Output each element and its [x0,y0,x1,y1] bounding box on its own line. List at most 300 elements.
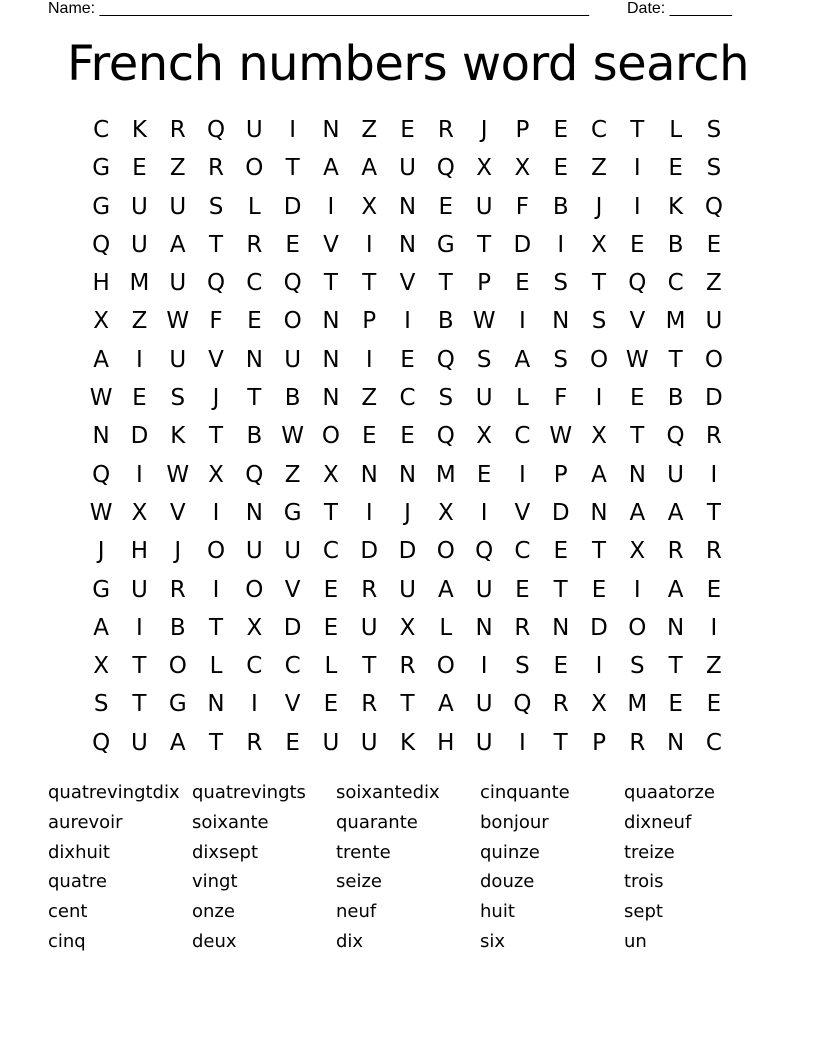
grid-cell[interactable]: H [130,538,149,565]
grid-cell[interactable]: K [170,423,186,450]
grid-cell[interactable]: O [283,308,302,335]
grid-cell[interactable]: N [322,346,340,373]
grid-cell[interactable]: T [553,729,568,756]
grid-cell[interactable]: U [399,155,416,182]
grid-cell[interactable]: R [552,691,569,718]
grid-cell[interactable]: W [549,423,573,450]
grid-cell[interactable]: U [284,538,302,565]
grid-cell[interactable]: M [129,270,150,297]
grid-cell[interactable]: B [246,423,263,450]
grid-cell[interactable]: U [284,346,302,373]
grid-cell[interactable]: E [591,576,607,603]
grid-cell[interactable]: I [289,117,297,143]
grid-cell[interactable]: C [246,270,263,297]
grid-cell[interactable]: J [212,385,220,412]
grid-cell[interactable]: B [667,385,684,412]
grid-cell[interactable]: P [477,270,492,297]
grid-cell[interactable]: S [553,346,569,373]
grid-cell[interactable]: Z [591,155,607,182]
grid-cell[interactable]: I [212,499,220,526]
grid-cell[interactable]: E [400,346,415,373]
grid-cell[interactable]: C [284,653,301,680]
grid-cell[interactable]: C [93,117,110,143]
grid-cell[interactable]: U [475,385,493,412]
grid-cell[interactable]: I [250,691,258,718]
grid-cell[interactable]: D [360,538,379,565]
grid-cell[interactable]: I [212,576,220,603]
grid-cell[interactable]: C [667,270,684,297]
grid-cell[interactable]: X [399,614,416,641]
grid-row [82,456,733,494]
grid-cell[interactable]: T [247,385,262,412]
grid-cell[interactable]: S [553,270,569,297]
grid-cell[interactable]: I [136,461,143,488]
grid-cell[interactable]: Q [475,538,494,565]
grid-cell[interactable]: Z [131,308,148,335]
grid-cell[interactable]: J [174,538,182,565]
grid-cell[interactable]: I [365,346,373,373]
grid-cell[interactable]: T [209,729,224,756]
grid-cell[interactable]: D [551,499,570,526]
grid-cell[interactable]: D [705,385,723,412]
grid-cell[interactable]: J [595,193,603,220]
grid-cell[interactable]: X [591,231,607,258]
grid-cell[interactable]: B [667,231,684,258]
grid-cell[interactable]: S [706,155,722,182]
grid-cell[interactable]: D [513,231,532,258]
grid-cell[interactable]: L [439,614,453,641]
grid-cell[interactable]: A [629,499,646,526]
grid-row [82,149,733,187]
grid-cell[interactable]: O [436,653,455,680]
grid-cell[interactable]: O [589,346,609,373]
grid-cell[interactable]: Q [92,231,111,258]
grid-cell[interactable]: P [515,117,530,143]
grid-cell[interactable]: T [209,423,224,450]
grid-cell[interactable]: Z [706,270,722,297]
grid-cell[interactable]: S [630,653,645,680]
grid-cell[interactable]: W [166,308,190,335]
grid-cell[interactable]: E [476,461,492,488]
grid-cell[interactable]: M [627,691,648,718]
grid-cell[interactable]: P [362,308,377,335]
grid-cell[interactable]: U [169,346,187,373]
word-list-item: sept [624,901,663,923]
grid-cell[interactable]: R [246,729,263,756]
grid-cell[interactable]: I [365,499,373,526]
grid-cell[interactable]: E [400,117,415,143]
grid-cell[interactable]: N [666,614,685,641]
grid-cell[interactable]: K [131,117,147,143]
grid-cell[interactable]: N [552,308,570,335]
grid-cell[interactable]: U [322,729,340,756]
grid-cell[interactable]: X [591,691,607,718]
grid-cell[interactable]: E [630,231,645,258]
grid-cell[interactable]: E [438,193,454,220]
grid-cell[interactable]: E [323,576,339,603]
grid-cell[interactable]: U [131,231,148,258]
grid-cell[interactable]: W [472,308,496,335]
grid-cell[interactable]: U [667,461,685,488]
grid-cell[interactable]: I [404,308,411,335]
grid-cell[interactable]: G [168,691,187,718]
grid-cell[interactable]: Q [628,270,647,297]
grid-cell[interactable]: R [361,576,378,603]
grid-cell[interactable]: B [437,308,454,335]
grid-cell[interactable]: D [283,193,302,220]
grid-cell[interactable]: X [476,155,492,182]
grid-cell[interactable]: T [209,614,224,641]
word-list-item: dixhuit [48,841,110,863]
grid-cell[interactable]: R [246,231,263,258]
grid-cell[interactable]: N [398,193,417,220]
grid-cell[interactable]: E [706,231,722,258]
grid-cell[interactable]: V [284,691,301,718]
grid-cell[interactable]: T [362,653,377,680]
grid-cell[interactable]: I [519,729,526,756]
grid-cell[interactable]: T [285,155,300,182]
grid-cell[interactable]: I [595,653,603,680]
grid-cell[interactable]: V [399,270,416,297]
grid-cell[interactable]: K [668,193,684,220]
grid-cell[interactable]: O [168,653,187,680]
grid-cell[interactable]: A [514,346,531,373]
grid-cell[interactable]: N [322,117,340,143]
grid-cell[interactable]: B [552,193,569,220]
grid-cell[interactable]: O [704,346,723,373]
grid-cell[interactable]: C [322,538,339,565]
grid-cell[interactable]: S [93,691,109,718]
grid-cell[interactable]: A [169,729,186,756]
grid-cell[interactable]: H [437,729,455,756]
grid-cell[interactable]: Z [169,155,186,182]
grid-cell[interactable]: Q [206,270,226,297]
grid-cell[interactable]: W [281,423,304,450]
grid-cell[interactable]: T [477,231,492,258]
grid-cell[interactable]: I [480,653,488,680]
grid-cell[interactable]: C [246,653,263,680]
word-list-item: six [480,930,506,952]
grid-cell[interactable]: E [630,385,645,412]
grid-cell[interactable]: D [130,423,149,450]
grid-cell[interactable]: C [514,423,531,450]
grid-cell[interactable]: V [169,499,186,526]
grid-cell[interactable]: T [400,691,415,718]
grid-cell[interactable]: S [208,193,224,220]
grid-cell[interactable]: G [436,231,455,258]
grid-cell[interactable]: E [361,423,377,450]
grid-cell[interactable]: T [323,270,338,297]
grid-cell[interactable]: E [400,423,415,450]
grid-cell[interactable]: S [170,385,186,412]
grid-cell[interactable]: T [630,117,645,143]
grid-cell[interactable]: A [93,346,110,373]
grid-cell[interactable]: R [667,538,684,565]
grid-cell[interactable]: D [590,614,608,641]
grid-cell[interactable]: R [361,691,378,718]
grid-cell[interactable]: J [97,538,105,565]
grid-cell[interactable]: Z [706,653,722,680]
grid-cell[interactable]: Q [513,691,532,718]
grid-cell[interactable]: F [515,193,530,220]
grid-cell[interactable]: L [209,653,223,680]
grid-cell[interactable]: T [668,653,683,680]
grid-cell[interactable]: U [475,691,493,718]
grid-cell[interactable]: S [515,653,530,680]
grid-cell[interactable]: T [132,691,147,718]
grid-cell[interactable]: A [437,691,454,718]
grid-cell[interactable]: Z [361,385,378,412]
grid-cell[interactable]: U [131,576,148,603]
grid-cell[interactable]: Q [666,423,685,450]
grid-cell[interactable]: T [591,538,607,565]
grid-cell[interactable]: R [208,155,225,182]
grid-cell[interactable]: X [246,614,263,641]
grid-cell[interactable]: C [399,385,416,412]
grid-cell[interactable]: E [132,385,147,412]
word-list-item: deux [192,930,237,952]
grid-cell[interactable]: A [667,576,684,603]
grid-cell[interactable]: I [519,308,526,335]
grid-row [82,111,733,149]
grid-cell[interactable]: N [322,308,340,335]
name-field[interactable]: Name: _______________________________________________________ [48,0,589,17]
grid-cell[interactable]: U [475,729,493,756]
grid-cell[interactable]: Q [436,155,455,182]
grid-cell[interactable]: N [245,346,263,373]
grid-cell[interactable]: V [323,231,339,258]
word-list-item: quatre [48,871,108,893]
grid-cell[interactable]: U [245,538,263,565]
grid-cell[interactable]: V [284,576,301,603]
grid-cell[interactable]: X [93,308,110,335]
grid-cell[interactable]: X [131,499,148,526]
grid-cell[interactable]: Q [436,346,455,373]
grid-cell[interactable]: I [136,346,143,373]
grid-cell[interactable]: P [592,729,606,756]
grid-cell[interactable]: Q [92,461,111,488]
grid-cell[interactable]: I [710,614,718,641]
grid-cell[interactable]: T [323,499,338,526]
grid-cell[interactable]: G [92,193,111,220]
grid-cell[interactable]: C [514,538,531,565]
grid-cell[interactable]: V [208,346,224,373]
grid-cell[interactable]: L [247,193,261,220]
grid-cell[interactable]: T [438,270,453,297]
grid-cell[interactable]: E [706,691,722,718]
grid-cell[interactable]: E [285,231,300,258]
grid-cell[interactable]: E [706,576,722,603]
grid-cell[interactable]: I [633,576,641,603]
grid-cell[interactable]: E [323,614,339,641]
grid-cell[interactable]: Q [704,193,723,220]
grid-cell[interactable]: I [557,231,565,258]
grid-cell[interactable]: T [706,499,721,526]
grid-cell[interactable]: Q [92,729,111,756]
grid-cell[interactable]: C [705,729,722,756]
grid-cell[interactable]: E [553,155,568,182]
letter-grid [82,111,733,762]
grid-cell[interactable]: Q [283,270,302,297]
grid-cell[interactable]: W [625,346,649,373]
grid-cell[interactable]: E [553,653,568,680]
grid-cell[interactable]: U [245,117,263,143]
grid-cell[interactable]: E [668,691,683,718]
grid-cell[interactable]: E [515,576,530,603]
grid-cell[interactable]: A [591,461,607,488]
grid-cell[interactable]: U [360,729,378,756]
grid-cell[interactable]: D [398,538,417,565]
grid-cell[interactable]: I [365,231,373,258]
grid-cell[interactable]: X [208,461,224,488]
grid-cell[interactable]: N [590,499,608,526]
grid-cell[interactable]: G [283,499,302,526]
grid-cell[interactable]: X [361,193,378,220]
grid-cell[interactable]: U [360,614,378,641]
grid-cell[interactable]: U [131,193,148,220]
grid-cell[interactable]: N [322,385,340,412]
grid-cell[interactable]: R [399,653,416,680]
grid-cell[interactable]: O [245,576,264,603]
grid-cell[interactable]: K [399,729,416,756]
grid-cell[interactable]: I [327,193,335,220]
grid-cell[interactable]: N [475,614,493,641]
grid-cell[interactable]: E [668,155,683,182]
grid-cell[interactable]: T [591,270,607,297]
grid-cell[interactable]: A [667,499,684,526]
grid-cell[interactable]: Z [284,461,301,488]
grid-cell[interactable]: I [136,614,143,641]
grid-cell[interactable]: B [284,385,301,412]
grid-cell[interactable]: T [553,576,568,603]
grid-cell[interactable]: N [666,729,685,756]
grid-cell[interactable]: X [476,423,492,450]
grid-cell[interactable]: I [595,385,603,412]
grid-cell[interactable]: U [131,729,148,756]
grid-cell[interactable]: V [514,499,531,526]
grid-cell[interactable]: R [705,538,722,565]
grid-cell[interactable]: I [710,461,718,488]
grid-cell[interactable]: L [516,385,529,412]
grid-cell[interactable]: G [92,155,111,182]
grid-cell[interactable]: I [633,155,641,182]
grid-cell[interactable]: C [590,117,608,143]
grid-cell[interactable]: E [132,155,147,182]
grid-cell[interactable]: E [285,729,300,756]
grid-cell[interactable]: N [360,461,378,488]
grid-cell[interactable]: A [93,614,110,641]
grid-cell[interactable]: U [169,193,187,220]
grid-cell[interactable]: N [398,461,417,488]
grid-cell[interactable]: O [206,538,226,565]
grid-cell[interactable]: S [706,117,722,143]
grid-cell[interactable]: E [323,691,339,718]
grid-cell[interactable]: T [668,346,683,373]
grid-cell[interactable]: E [553,117,568,143]
grid-cell[interactable]: M [665,308,686,335]
grid-cell[interactable]: A [169,231,186,258]
grid-cell[interactable]: D [283,614,302,641]
grid-cell[interactable]: X [591,423,607,450]
grid-cell[interactable]: F [554,385,568,412]
grid-cell[interactable]: F [209,308,223,335]
grid-cell[interactable]: O [628,614,647,641]
grid-cell[interactable]: T [630,423,645,450]
grid-cell[interactable]: R [629,729,646,756]
grid-cell[interactable]: E [247,308,262,335]
grid-cell[interactable]: I [480,499,488,526]
grid-cell[interactable]: R [705,423,722,450]
grid-cell[interactable]: B [169,614,186,641]
grid-cell[interactable]: Z [361,117,378,143]
grid-cell[interactable]: S [476,346,492,373]
grid-cell[interactable]: M [435,461,456,488]
grid-cell[interactable]: U [169,270,187,297]
grid-cell[interactable]: O [245,155,264,182]
grid-cell[interactable]: S [438,385,454,412]
grid-cell[interactable]: U [399,576,416,603]
date-field[interactable]: Date: _______ [627,0,732,17]
grid-cell[interactable]: X [629,538,646,565]
grid-cell[interactable]: G [92,576,111,603]
grid-cell[interactable]: N [628,461,646,488]
grid-cell[interactable]: A [361,155,378,182]
grid-cell[interactable]: T [209,231,224,258]
grid-cell[interactable]: U [475,193,493,220]
grid-cell[interactable]: W [89,385,113,412]
grid-cell[interactable]: L [324,653,338,680]
grid-cell[interactable]: R [169,117,186,143]
grid-cell[interactable]: N [398,231,417,258]
grid-cell[interactable]: U [475,576,493,603]
grid-cell[interactable]: T [132,653,147,680]
grid-cell[interactable]: I [633,193,641,220]
grid-cell[interactable]: J [404,499,411,526]
grid-cell[interactable]: W [89,499,113,526]
grid-cell[interactable]: W [166,461,190,488]
grid-cell[interactable]: V [629,308,646,335]
grid-cell[interactable]: J [480,117,488,143]
grid-cell[interactable]: A [323,155,339,182]
grid-cell[interactable]: Q [436,423,455,450]
grid-cell[interactable]: X [514,155,531,182]
grid-cell[interactable]: Q [245,461,264,488]
grid-cell[interactable]: E [515,270,530,297]
grid-cell[interactable]: P [553,461,568,488]
grid-cell[interactable]: R [437,117,454,143]
grid-cell[interactable]: O [321,423,340,450]
grid-cell[interactable]: O [436,538,455,565]
grid-cell[interactable]: T [362,270,377,297]
grid-cell[interactable]: X [93,653,110,680]
grid-cell[interactable]: A [437,576,454,603]
grid-cell[interactable]: N [207,691,225,718]
grid-cell[interactable]: R [169,576,186,603]
grid-cell[interactable]: N [245,499,263,526]
grid-cell[interactable]: S [591,308,607,335]
grid-cell[interactable]: X [323,461,339,488]
grid-cell[interactable]: H [92,270,110,297]
grid-cell[interactable]: U [705,308,723,335]
grid-cell[interactable]: Q [206,117,226,143]
grid-cell[interactable]: L [669,117,683,143]
grid-cell[interactable]: R [514,614,531,641]
grid-cell[interactable]: E [553,538,568,565]
grid-cell[interactable]: X [437,499,454,526]
grid-cell[interactable]: N [92,423,110,450]
grid-cell[interactable]: N [552,614,570,641]
grid-cell[interactable]: I [519,461,526,488]
